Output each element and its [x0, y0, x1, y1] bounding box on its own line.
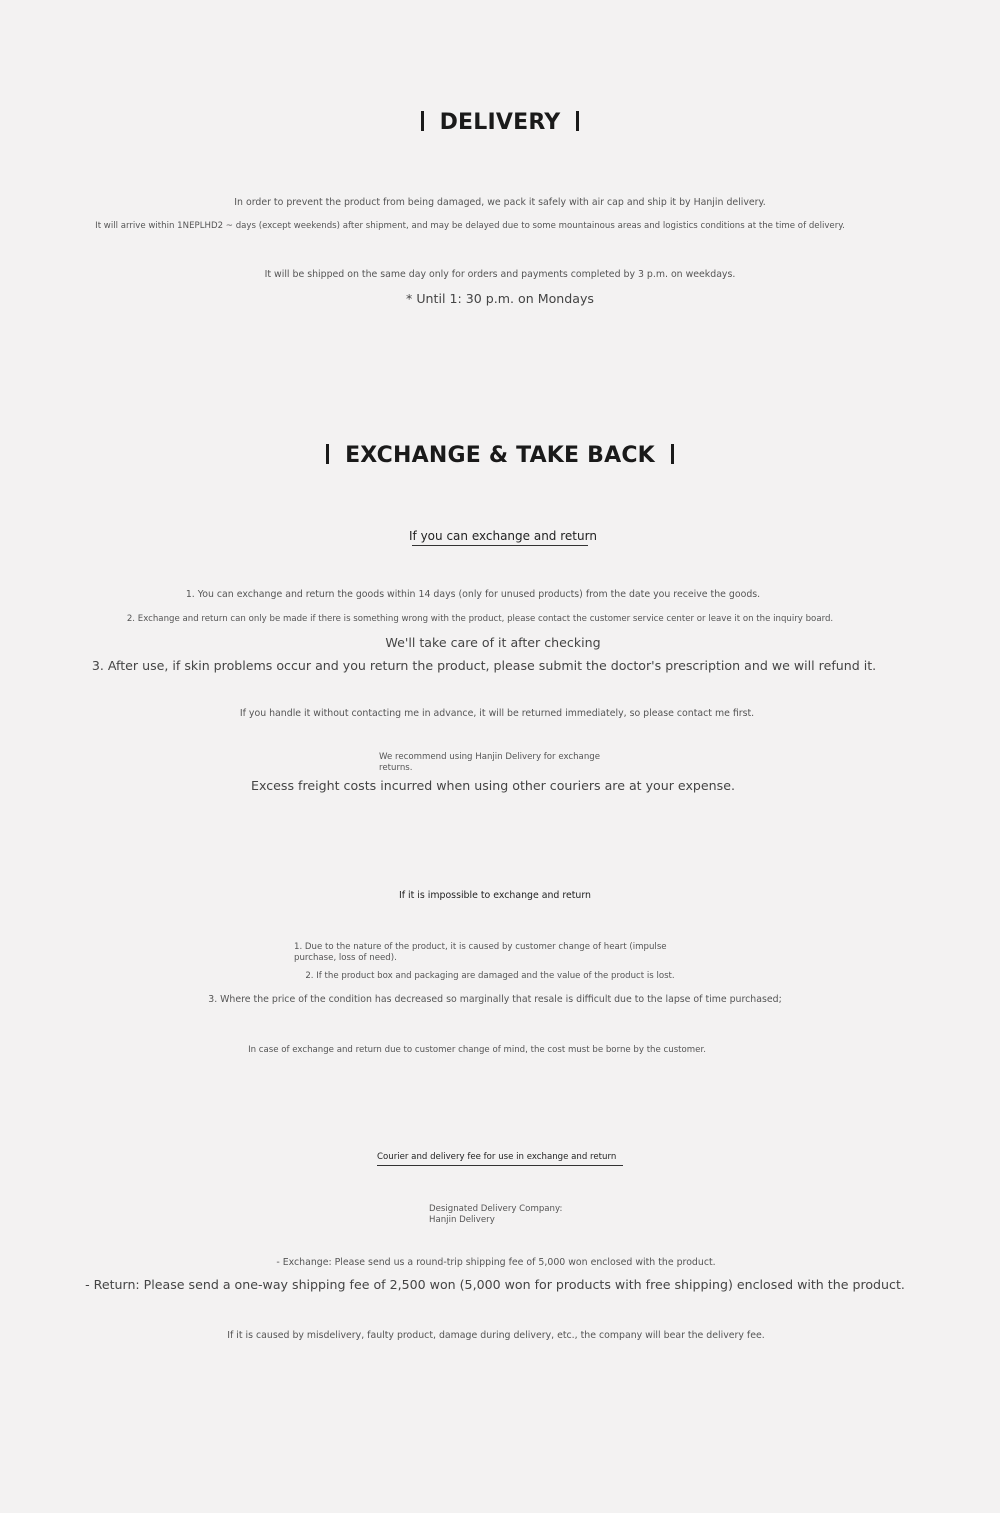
possible-note-2: We recommend using Hanjin Delivery for exchange returns.	[379, 752, 601, 773]
exchange-heading	[0, 443, 1000, 468]
impossible-item-3: 3. Where the price of the condition has decreased so marginally that resale is difficult due to the lapse of time purchased;	[208, 994, 782, 1005]
courier-company: Designated Delivery Company: Hanjin Delivery	[429, 1204, 563, 1225]
impossible-item-1: 1. Due to the nature of the product, it is caused by customer change of heart (impulse purchase, loss of need).	[294, 942, 667, 963]
courier-heading-text: Courier and delivery fee for use in exchange and return	[377, 1152, 617, 1162]
delivery-line-3: It will be shipped on the same day only for orders and payments completed by 3 p.m. on weekdays.	[264, 269, 736, 280]
delivery-heading	[0, 110, 1000, 135]
courier-note: If it is caused by misdelivery, faulty product, damage during delivery, etc., the company will bear the delivery fee.	[227, 1330, 765, 1341]
heading-bar-left	[421, 111, 424, 131]
heading-bar-right	[576, 111, 579, 131]
impossible-heading: If it is impossible to exchange and return	[398, 890, 592, 901]
possible-note-1: If you handle it without contacting me in advance, it will be returned immediately, so please contact me first.	[239, 708, 755, 719]
heading-underline	[377, 1165, 623, 1166]
delivery-line-4: * Until 1: 30 p.m. on Mondays	[406, 291, 594, 306]
delivery-title: DELIVERY	[439, 110, 561, 135]
possible-item-3: 3. After use, if skin problems occur and you return the product, please submit the doctor's prescription and we will refund it.	[91, 658, 877, 673]
heading-bar-right	[671, 444, 674, 464]
courier-exchange: - Exchange: Please send us a round-trip shipping fee of 5,000 won enclosed with the product.	[276, 1257, 716, 1268]
impossible-item-2: 2. If the product box and packaging are damaged and the value of the product is lost.	[305, 971, 675, 981]
delivery-line-2: It will arrive within 1NEPLHD2 ~ days (except weekends) after shipment, and may be delayed due to some mountainous areas and logistics conditions at the time of delivery.	[95, 221, 845, 231]
possible-heading	[409, 529, 597, 543]
delivery-line-1: In order to prevent the product from being damaged, we pack it safely with air cap and ship it by Hanjin delivery.	[234, 197, 766, 208]
possible-item-2b: We'll take care of it after checking	[385, 635, 601, 650]
heading-bar-left	[326, 444, 329, 464]
possible-heading-text: If you can exchange and return	[409, 529, 597, 543]
heading-underline	[412, 545, 588, 546]
possible-note-3: Excess freight costs incurred when using other couriers are at your expense.	[251, 778, 735, 793]
possible-item-2: 2. Exchange and return can only be made if there is something wrong with the product, please contact the customer service center or leave it on the inquiry board.	[126, 614, 834, 624]
exchange-title: EXCHANGE & TAKE BACK	[345, 443, 655, 468]
impossible-note: In case of exchange and return due to customer change of mind, the cost must be borne by the customer.	[248, 1045, 706, 1055]
courier-return: - Return: Please send a one-way shipping fee of 2,500 won (5,000 won for products with free shipping) enclosed with the product.	[85, 1277, 905, 1292]
possible-item-1: 1. You can exchange and return the goods within 14 days (only for unused products) from the date you receive the goods.	[185, 589, 761, 600]
courier-heading	[377, 1152, 616, 1162]
